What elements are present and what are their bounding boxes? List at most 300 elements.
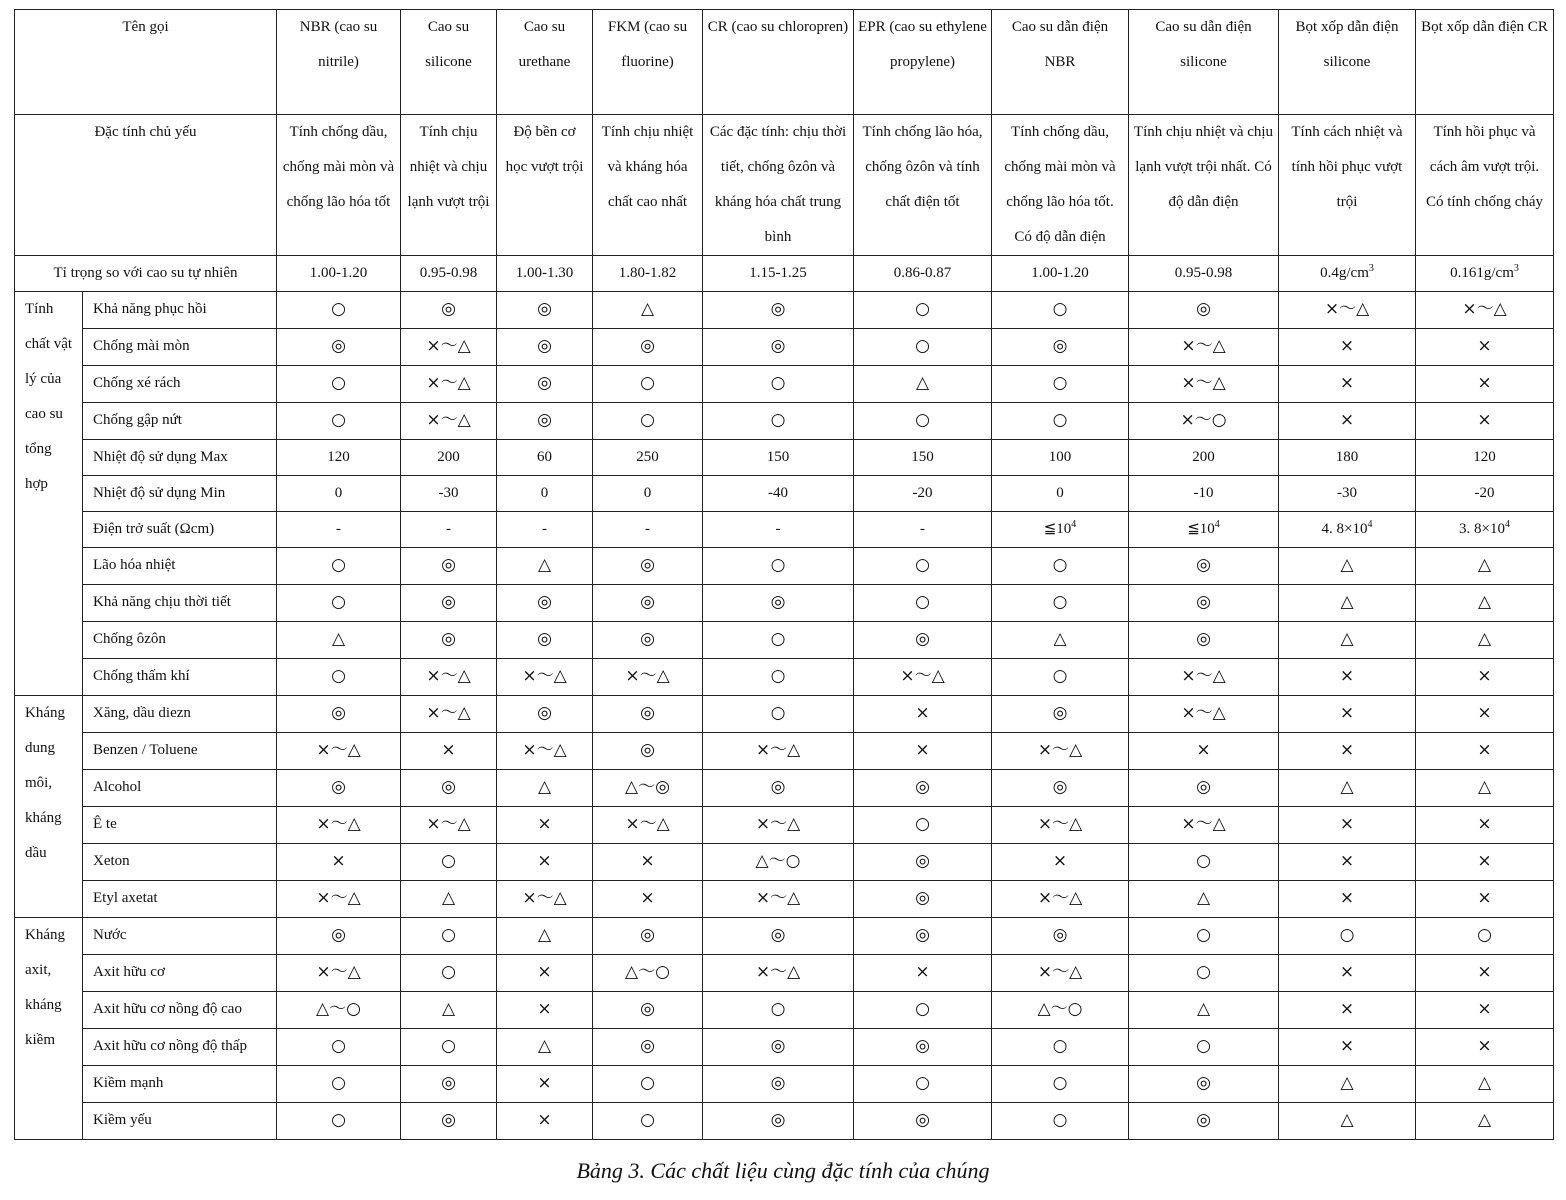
property-value-cell-text: ○ [331,1110,346,1130]
characteristics-cell [497,115,593,256]
property-value-cell [992,807,1129,844]
property-value-cell-text: △ [1340,1110,1354,1130]
property-value-cell [992,992,1129,1029]
property-value-cell [992,1066,1129,1103]
property-value-cell [854,955,992,992]
property-value-cell [1279,585,1416,622]
property-label-text: Ê te [93,816,117,832]
property-value-cell [497,329,593,366]
property-value-cell-text: -10 [1193,485,1214,501]
property-value-cell-text: △ [441,999,456,1019]
property-value-cell-text: - [336,521,341,537]
property-value-cell [401,440,497,476]
property-value-cell [277,807,401,844]
property-value-cell-text: ×〜△ [1181,703,1226,723]
property-value-cell-text: ×〜△ [755,962,801,982]
property-value-cell-text: △ [537,777,552,797]
property-value-cell-text: ○ [1339,925,1355,945]
property-value-cell [1129,1066,1279,1103]
header-cell-material [1129,10,1279,115]
property-value-cell-text: -40 [768,485,788,501]
property-value-cell-text: ○ [1052,1110,1068,1130]
characteristics-cell-text: Tính chịu nhiệt và chịu lạnh vượt trội nhất. Có độ dẫn điện [1133,124,1274,210]
property-value-cell-text: △ [1477,592,1492,612]
property-value-cell [703,696,854,733]
property-value-cell [593,918,703,955]
property-row [15,733,1554,770]
property-value-cell [703,512,854,548]
property-value-cell-text: ◎ [640,629,655,649]
property-value-cell-text: × [1477,851,1492,871]
property-value-cell [1416,881,1554,918]
property-value-cell-text: ◎ [537,336,552,356]
density-cell-superscript: 3 [1368,263,1374,274]
property-value-cell-text: × [1477,410,1492,430]
property-value-cell-text: ◎ [537,703,552,723]
property-value-cell [497,992,593,1029]
characteristics-cell [1279,115,1416,256]
property-value-cell [703,329,854,366]
property-label [83,403,277,440]
characteristics-cell [854,115,992,256]
property-value-cell-text: ○ [441,1036,456,1056]
property-value-cell-text: 0 [540,485,549,501]
characteristics-cell-text: Tính chống dầu, chống mài mòn và chống lão hóa tốt [282,124,395,210]
property-value-cell [1279,1066,1416,1103]
property-row [15,403,1554,440]
property-value-cell-text: ◎ [770,1110,786,1130]
property-value-cell [1279,844,1416,881]
characteristics-cell-text: Các đặc tính: chịu thời tiết, chống ôzôn và kháng hóa chất trung bình [709,124,847,245]
property-value-cell-text: ×〜△ [522,888,567,908]
property-value-cell [703,622,854,659]
property-value-cell-text: × [441,740,456,760]
property-value-cell [593,476,703,512]
property-value-cell-text: ◎ [915,925,930,945]
property-value-cell-text: △ [441,888,456,908]
property-value-cell [1416,329,1554,366]
property-value-cell [1416,476,1554,512]
property-value-cell [593,292,703,329]
property-value-cell [703,955,854,992]
property-value-cell-text: × [915,740,930,760]
property-value-cell-text: ×〜△ [1181,814,1226,834]
property-value-cell [497,733,593,770]
property-value-cell [497,696,593,733]
property-value-cell [703,548,854,585]
property-value-cell-text: 200 [1192,449,1215,465]
property-value-cell-text: △〜○ [755,851,801,871]
property-value-cell-text: ◎ [441,629,456,649]
property-value-cell [401,403,497,440]
density-cell [497,256,593,292]
property-value-cell-text: ×〜△ [1181,666,1226,686]
property-value-cell-text: ◎ [537,299,552,319]
property-value-cell-text: ○ [1052,1073,1068,1093]
characteristics-cell [593,115,703,256]
property-value-cell [1129,585,1279,622]
property-value-cell-text: 150 [766,449,790,465]
property-value-cell-text: × [1339,666,1355,686]
property-label [83,622,277,659]
property-value-cell-text: △〜○ [316,999,361,1019]
property-label [83,512,277,548]
property-value-cell-text: ◎ [770,777,786,797]
property-value-cell-text: ×〜△ [316,888,361,908]
group-label [15,918,83,1140]
property-value-cell-text: ○ [1196,925,1211,945]
property-row [15,1066,1554,1103]
property-value-cell [1129,1029,1279,1066]
property-value-cell-text: ◎ [441,1073,456,1093]
property-value-cell [1129,548,1279,585]
property-value-cell-text: × [1477,666,1492,686]
property-value-cell [703,844,854,881]
characteristics-cell [703,115,854,256]
property-value-cell-text: ○ [770,373,786,393]
density-cell [277,256,401,292]
property-value-cell [401,476,497,512]
property-value-cell-text: 120 [327,449,350,465]
property-value-cell [854,548,992,585]
property-label-text: Chống thấm khí [93,668,190,684]
property-value-cell-text: ◎ [1196,1110,1211,1130]
property-value-cell-text: -20 [912,485,933,501]
property-value-cell-text: ○ [331,299,346,319]
property-value-cell [992,548,1129,585]
characteristics-cell-text: Tính chống lão hóa, chống ôzôn và tính chất điện tốt [862,124,983,210]
group-label-text: Kháng axit, kháng kiềm [25,927,65,1048]
property-value-cell-text: ×〜△ [522,666,567,686]
property-value-cell-text: ◎ [1052,777,1068,797]
density-cell [703,256,854,292]
property-label-text: Nhiệt độ sử dụng Min [93,485,226,501]
property-value-cell [1279,329,1416,366]
property-value-cell-text: △ [915,373,930,393]
property-value-cell [1279,403,1416,440]
property-label [83,476,277,512]
property-value-cell [593,1103,703,1140]
property-value-cell-text: ◎ [770,336,786,356]
property-value-cell [277,476,401,512]
property-value-cell [277,881,401,918]
property-label [83,807,277,844]
property-value-cell [992,440,1129,476]
property-value-cell-text: ○ [1196,962,1211,982]
property-value-cell [401,512,497,548]
property-value-cell-text: ×〜△ [1324,299,1370,319]
property-value-cell [1279,548,1416,585]
property-value-cell-text: △ [537,925,552,945]
property-value-cell [992,403,1129,440]
property-value-cell [401,733,497,770]
property-value-cell-text: ◎ [1052,925,1068,945]
property-value-cell [1129,696,1279,733]
property-label-text: Chống xé rách [93,375,181,391]
property-row [15,770,1554,807]
property-value-cell-text: -20 [1474,485,1495,501]
property-label-text: Xăng, dầu diezn [93,705,191,721]
density-cell [992,256,1129,292]
header-cell-material-text: Cao su silicone [425,19,472,70]
property-row [15,844,1554,881]
property-value-cell-text: ◎ [770,925,786,945]
density-cell [1416,256,1554,292]
property-value-cell [593,770,703,807]
property-value-cell-text: △ [1477,629,1492,649]
property-value-cell-text: × [537,1073,552,1093]
property-value-cell [1416,807,1554,844]
property-value-cell-text: ○ [770,703,786,723]
property-label [83,585,277,622]
density-cell [401,256,497,292]
property-value-cell [1416,733,1554,770]
property-value-cell-text: 0 [643,485,652,501]
property-row [15,1103,1554,1140]
property-value-cell [401,1103,497,1140]
property-value-cell-text: ◎ [770,299,786,319]
property-value-cell [1129,1103,1279,1140]
property-value-cell-text: × [1339,740,1355,760]
density-cell-text: 1.00-1.30 [515,265,574,281]
property-value-cell-text: × [640,888,655,908]
property-value-cell [593,440,703,476]
property-value-cell-text: × [1477,999,1492,1019]
property-value-cell-text: △ [537,555,552,575]
header-cell-material [497,10,593,115]
property-value-cell-text: ◎ [537,410,552,430]
property-value-cell [277,329,401,366]
property-value-cell-text: ◎ [640,1036,655,1056]
property-value-cell [401,1066,497,1103]
property-value-cell-text: ○ [915,555,930,575]
property-label [83,918,277,955]
property-value-cell-text: ×〜△ [900,666,945,686]
property-value-cell-text: ◎ [915,629,930,649]
property-value-cell [497,440,593,476]
property-value-cell [992,881,1129,918]
property-label [83,992,277,1029]
property-value-cell [992,329,1129,366]
property-value-cell-text: - [542,521,547,537]
property-value-cell [854,844,992,881]
property-value-cell [1279,476,1416,512]
property-value-cell-text: × [1052,851,1068,871]
property-value-cell-text: × [1477,373,1492,393]
property-value-cell [1129,440,1279,476]
property-label-text: Axit hữu cơ nồng độ cao [93,1001,242,1017]
property-value-cell [703,770,854,807]
property-value-cell-text: △ [1477,555,1492,575]
property-value-cell-text: ◎ [640,555,655,575]
property-value-cell [593,1066,703,1103]
group-label-text: Kháng dung môi, kháng dầu [25,705,65,861]
property-value-cell-text: ◎ [770,1036,786,1056]
property-value-cell [1129,476,1279,512]
characteristics-cell-text: Tính cách nhiệt và tính hồi phục vượt trội [1291,124,1403,210]
property-value-cell [497,366,593,403]
property-label-text: Điện trở suất (Ωcm) [93,521,215,537]
property-value-cell [593,548,703,585]
characteristics-cell [277,115,401,256]
property-label [83,659,277,696]
property-value-cell [401,548,497,585]
property-value-cell-text: × [1339,888,1355,908]
property-value-cell [1129,918,1279,955]
property-value-cell [277,918,401,955]
property-value-cell-text: ×〜△ [1037,962,1083,982]
property-value-cell-text: ≦10 [1043,521,1072,537]
property-value-cell-text: ◎ [331,777,346,797]
property-value-cell-text: ○ [331,1073,346,1093]
property-value-cell-text: ○ [640,410,655,430]
property-value-cell [703,585,854,622]
property-label-text: Axit hữu cơ nồng độ thấp [93,1038,247,1054]
property-row [15,440,1554,476]
property-value-cell-text: ○ [331,410,346,430]
property-value-cell [277,1029,401,1066]
property-value-cell-text: ○ [640,1110,655,1130]
property-value-cell-text: ○ [915,592,930,612]
property-value-cell-text: △ [1053,629,1067,649]
property-value-cell [401,622,497,659]
property-value-cell [992,1103,1129,1140]
property-value-cell [854,366,992,403]
header-cell-material-text: Bọt xốp dẫn điện CR [1421,19,1548,35]
property-value-cell [854,292,992,329]
density-cell-text: 0.86-0.87 [893,265,952,281]
property-label-text: Nhiệt độ sử dụng Max [93,449,228,465]
property-value-cell [1129,844,1279,881]
property-value-cell [497,807,593,844]
property-value-cell [1279,292,1416,329]
group-label [15,292,83,696]
property-value-cell [1279,807,1416,844]
property-value-cell-text: ○ [1477,925,1492,945]
property-value-cell-text: ×〜△ [625,814,670,834]
property-value-cell [497,1066,593,1103]
property-value-cell-text: ◎ [640,592,655,612]
property-value-cell-text: ×〜△ [755,888,801,908]
property-label-text: Alcohol [93,779,142,795]
property-label [83,548,277,585]
property-value-cell [277,770,401,807]
property-value-cell-text: × [537,1110,552,1130]
property-value-cell-text: × [1339,373,1355,393]
property-value-cell [593,1029,703,1066]
property-value-cell [1279,733,1416,770]
property-value-cell-text: ×〜△ [1037,888,1083,908]
property-value-cell-text: ◎ [1196,629,1211,649]
property-value-cell-text: ◎ [1052,703,1068,723]
property-value-cell [703,918,854,955]
property-value-cell-text: ○ [331,555,346,575]
property-value-cell-text: △ [640,299,655,319]
property-label [83,1103,277,1140]
property-value-cell-text: × [1477,814,1492,834]
property-value-cell [854,403,992,440]
property-label [83,696,277,733]
characteristics-cell [1129,115,1279,256]
property-value-cell [1279,512,1416,548]
property-value-cell [401,807,497,844]
property-value-cell [1129,366,1279,403]
property-value-cell-text: ×〜△ [1037,740,1083,760]
property-value-cell-text: ◎ [640,925,655,945]
property-label-text: Chống ôzôn [93,631,166,647]
property-label-text: Xeton [93,853,130,869]
property-value-cell [992,955,1129,992]
header-cell-material-text: CR (cao su chloropren) [707,19,849,35]
density-cell-text: 0.161g/cm [1450,265,1514,281]
property-value-cell-text: ×〜△ [522,740,567,760]
property-value-cell [1279,659,1416,696]
property-value-cell [1279,440,1416,476]
header-cell-material [992,10,1129,115]
property-value-cell [277,659,401,696]
property-value-cell [703,1029,854,1066]
property-label [83,955,277,992]
property-value-cell [1416,403,1554,440]
density-label [15,256,277,292]
property-value-cell-text: ×〜△ [1181,373,1226,393]
property-value-cell [854,770,992,807]
property-value-cell-text: ◎ [1052,336,1068,356]
property-value-cell-text: ◎ [640,336,655,356]
property-value-cell-text: 250 [636,449,659,465]
property-value-cell-text: △ [1340,629,1354,649]
characteristics-cell [401,115,497,256]
property-label [83,366,277,403]
header-cell-material [277,10,401,115]
property-value-cell [992,1029,1129,1066]
characteristics-row [15,115,1554,256]
property-value-cell [401,366,497,403]
material-properties-table [14,9,1554,1140]
property-value-cell-text: × [1477,740,1492,760]
property-value-cell [854,476,992,512]
property-value-cell [703,881,854,918]
property-value-cell-text: ○ [1052,555,1068,575]
property-value-cell-text: ○ [1052,410,1068,430]
density-cell-text: 1.80-1.82 [618,265,677,281]
property-value-cell-text: × [640,851,655,871]
property-value-cell-text: ○ [441,962,456,982]
property-value-cell-text: ○ [770,629,786,649]
property-value-cell [277,366,401,403]
property-value-cell [497,1029,593,1066]
property-value-cell-text: ×〜△ [426,336,471,356]
property-value-cell [1129,292,1279,329]
property-value-cell [992,696,1129,733]
property-value-cell-text: ×〜△ [1462,299,1507,319]
property-value-cell-text: △ [1340,555,1354,575]
property-value-cell [1279,992,1416,1029]
property-value-cell-text: ○ [640,1073,655,1093]
property-value-cell-text: ◎ [770,1073,786,1093]
property-value-cell-text: △〜○ [625,962,670,982]
property-value-cell-text: ◎ [331,925,346,945]
property-value-cell-text: -30 [1337,485,1357,501]
property-value-cell [703,1066,854,1103]
property-value-cell-text: ○ [770,999,786,1019]
density-cell-text: 1.00-1.20 [309,265,368,281]
property-value-cell [277,1066,401,1103]
property-value-cell-text: × [1339,703,1355,723]
density-cell [854,256,992,292]
property-value-cell-text: ○ [331,666,346,686]
property-value-cell-text: × [1339,336,1355,356]
